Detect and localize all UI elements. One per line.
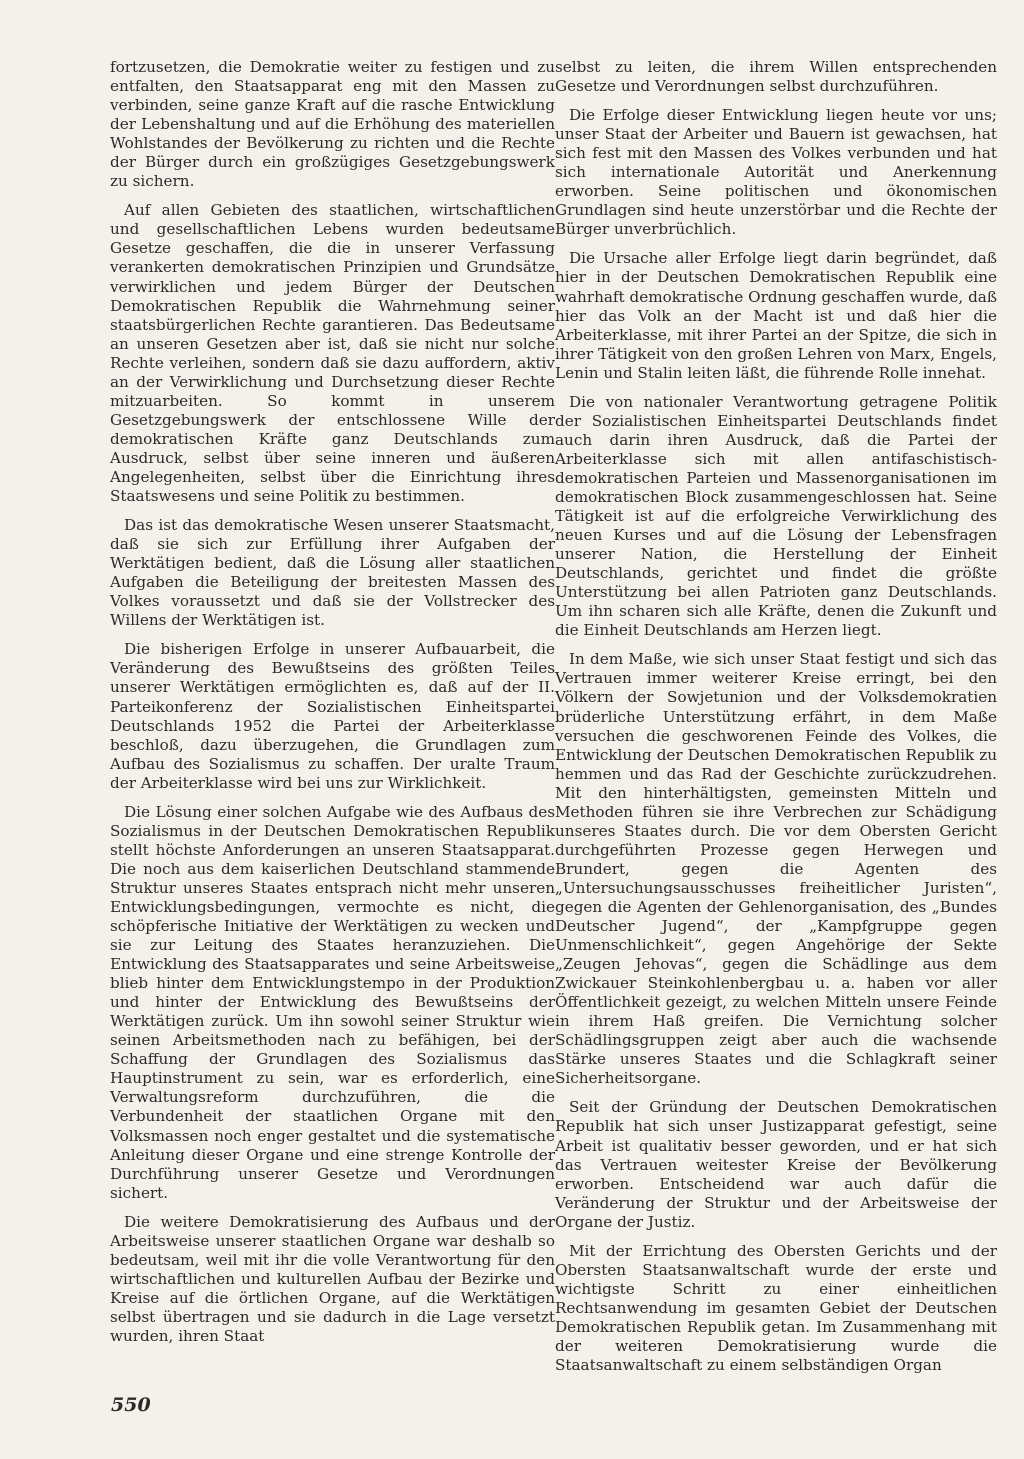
left-paragraph-4: Die bisherigen Erfolge in unserer Aufbauarbeit, die Veränderung des Bewußtseins des größten Teiles unserer Werktätigen ermöglichten es, daß auf der II. Parteikonferenz der Sozialistischen Einheitspartei Deutschlands 1952 die Partei der Arbeiterklasse beschloß, dazu überzugehen, die Grundlagen zum Aufbau des Sozialismus zu schaffen. Der uralte Traum der Arbeiterklasse wird bei uns zur Wirklichkeit.: [110, 640, 555, 792]
left-paragraph-6: Die weitere Demokratisierung des Aufbaus und der Arbeitsweise unserer staatlichen Organe war deshalb so bedeutsam, weil mit ihr die volle Verantwortung für den wirtschaftlichen und kulturellen Aufbau der Bezirke und Kreise auf die örtlichen Organe, auf die Werktätigen selbst übertragen und sie dadurch in die Lage versetzt wurden, ihren Staat: [110, 1212, 555, 1345]
left-column: [110, 58, 555, 1356]
right-column: [555, 58, 997, 1385]
right-paragraph-6: Seit der Gründung der Deutschen Demokratischen Republik hat sich unser Justizapparat gefestigt, seine Arbeit ist qualitativ besser geworden, und er hat sich das Vertrauen weitester Kreise der Bevölkerung erworben. Entscheidend war auch dafür die Veränderung der Struktur und der Arbeitsweise der Organe der Justiz.: [555, 1098, 997, 1231]
right-paragraph-3: Die Ursache aller Erfolge liegt darin begründet, daß hier in der Deutschen Demokratischen Republik eine wahrhaft demokratische Ordnung geschaffen wurde, daß hier das Volk an der Macht ist und daß hier die Arbeiterklasse, mit ihrer Partei an der Spitze, die sich in ihrer Tätigkeit von den großen Lehren von Marx, Engels, Lenin und Stalin leiten läßt, die führende Rolle innehat.: [555, 249, 998, 382]
page-number: 550: [111, 1394, 151, 1416]
right-paragraph-7: Mit der Errichtung des Obersten Gerichts und der Obersten Staatsanwaltschaft wurde der erste und wichtigste Schritt zu einer einheitlichen Rechtsanwendung im gesamten Gebiet der Deutschen Demokratischen Republik getan. Im Zusammenhang mit der weiteren Demokratisierung wurde die Staatsanwaltschaft zu einem selbständigen Organ: [555, 1241, 997, 1375]
left-paragraph-5: Die Lösung einer solchen Aufgabe wie des Aufbaus des Sozialismus in der Deutschen Demokratischen Republik stellt höchste Anforderungen an unseren Staatsapparat. Die noch aus dem kaiserlichen Deutschland stammende Struktur unseres Staates entsprach nicht mehr unseren Entwicklungsbedingungen, vermochte es nicht, die schöpferische Initiative der Werktätigen zu wecken und sie zur Leitung des Staates heranzuziehen. Die Entwicklung des Staatsapparates und seine Arbeitsweise blieb hinter dem Entwicklungstempo in der Produktion und hinter der Entwicklung des Bewußtseins der Werktätigen zurück. Um ihn sowohl seiner Struktur wie seinen Arbeitsmethoden nach zu befähigen, bei der Schaffung der Grundlagen des Sozialismus das Hauptinstrument zu sein, war es erforderlich, eine Verwaltungsreform durchzuführen, die die Verbundenheit der staatlichen Organe mit den Volksmassen noch enger gestaltet und die systematische Anleitung dieser Organe und eine strenge Kontrolle der Durchführung unserer Gesetze und Verordnungen sichert.: [110, 802, 555, 1202]
right-paragraph-5: In dem Maße, wie sich unser Staat festigt und sich das Vertrauen immer weiterer Kreise erringt, bei den Völkern der Sowjetunion und der Volksdemokratien brüderliche Unterstützung erfährt, in dem Maße versuchen die geschworenen Feinde des Volkes, die Entwicklung der Deutschen Demokratischen Republik zu hemmen und das Rad der Geschichte zurückzudrehen. Mit den hinterhältigsten, gemeinsten Mitteln und Methoden führen sie ihre Verbrechen zur Schädigung unseres Staates durch. Die vor dem Obersten Gericht durchgeführten Prozesse gegen Herwegen und Brundert, gegen die Agenten des „Untersuchungsausschusses freiheitlicher Juristen“, gegen die Agenten der Gehlenorganisation, des „Bundes Deutscher Jugend“, der „Kampfgruppe gegen Unmenschlichkeit“, gegen Angehörige der Sekte „Zeugen Jehovas“, gegen die Schädlinge aus dem Zwickauer Steinkohlenbergbau u. a. haben vor aller Öffentlichkeit gezeigt, zu welchen Mitteln unsere Feinde in ihrem Haß greifen. Die Vernichtung solcher Schädlingsgruppen zeigt aber auch die wachsende Stärke unseres Staates und die Schlagkraft seiner Sicherheitsorgane.: [555, 650, 997, 1088]
left-paragraph-3: Das ist das demokratische Wesen unserer Staatsmacht, daß sie sich zur Erfüllung ihrer Aufgaben der Werktätigen bedient, daß die Lösung aller staatlichen Aufgaben die Beteiligung der breitesten Massen des Volkes voraussetzt und daß sie der Vollstrecker des Willens der Werktätigen ist.: [110, 516, 555, 630]
right-paragraph-2: Die Erfolge dieser Entwicklung liegen heute vor uns; unser Staat der Arbeiter und Bauern ist gewachsen, hat sich fest mit den Massen des Volkes verbunden und hat sich internationale Autorität und Anerkennung erworben. Seine politischen und ökonomischen Grundlagen sind heute unzerstörbar und die Rechte der Bürger unverbrüchlich.: [555, 106, 997, 239]
right-paragraph-4: Die von nationaler Verantwortung getragene Politik der Sozialistischen Einheitspartei Deutschlands findet auch darin ihren Ausdruck, daß die Partei der Arbeiterklasse sich mit allen antifaschistisch-demokratischen Parteien und Massenorganisationen im demokratischen Block zusammengeschlossen hat. Seine Tätigkeit ist auf die erfolgreiche Verwirklichung des neuen Kurses und auf die Lösung der Lebensfragen unserer Nation, die Herstellung der Einheit Deutschlands, gerichtet und findet die größte Unterstützung bei allen Patrioten ganz Deutschlands. Um ihn scharen sich alle Kräfte, denen die Zukunft und die Einheit Deutschlands am Herzen liegt.: [555, 392, 997, 640]
right-paragraph-1: selbst zu leiten, die ihrem Willen entsprechenden Gesetze und Verordnungen selbst durchzuführen.: [555, 58, 997, 96]
left-paragraph-2: Auf allen Gebieten des staatlichen, wirtschaftlichen und gesellschaftlichen Lebens wurden bedeutsame Gesetze geschaffen, die die in unserer Verfassung verankerten demokratischen Prinzipien und Grundsätze verwirklichen und jedem Bürger der Deutschen Demokratischen Republik die Wahrnehmung seiner staatsbürgerlichen Rechte garantieren. Das Bedeutsame an unseren Gesetzen aber ist, daß sie nicht nur solche Rechte verleihen, sondern daß sie dazu auffordern, aktiv an der Verwirklichung und Durchsetzung dieser Rechte mitzuarbeiten. So kommt in unserem Gesetzgebungswerk der entschlossene Wille der demokratischen Kräfte ganz Deutschlands zum Ausdruck, selbst über seine inneren und äußeren Angelegenheiten, selbst über die Einrichtung ihres Staatswesens und seine Politik zu bestimmen.: [110, 201, 555, 506]
left-paragraph-1: fortzusetzen, die Demokratie weiter zu festigen und zu entfalten, den Staatsapparat eng mit den Massen zu verbinden, seine ganze Kraft auf die rasche Entwicklung der Lebenshaltung und auf die Erhöhung des materiellen Wohlstandes der Bevölkerung zu richten und die Rechte der Bürger durch ein großzügiges Gesetzgebungswerk zu sichern.: [110, 58, 555, 191]
